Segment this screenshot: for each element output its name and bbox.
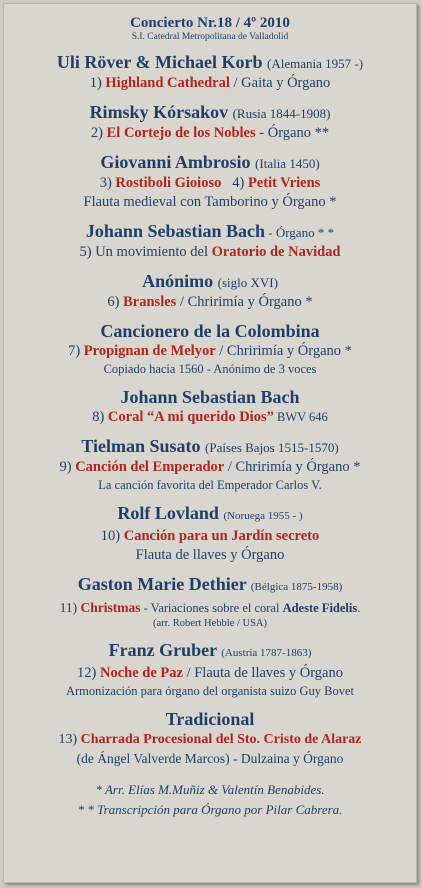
program-card	[3, 3, 417, 883]
item-number: 3)	[99, 174, 112, 191]
program-item-9	[4, 436, 416, 494]
program-item-6	[4, 271, 416, 312]
catalog-number: BWV 646	[273, 409, 328, 424]
concert-venue: S.I. Catedral Metropolitana de Valladolid	[131, 31, 289, 42]
composer-name: Anónimo	[142, 270, 214, 291]
item-note: Copiado hacia 1560 - Anónimo de 3 voces	[103, 361, 317, 376]
program-content	[4, 4, 416, 820]
item-note: Armonización para órgano del organista suizo Guy Bovet	[65, 683, 354, 698]
footnote-2: * * Transcripción para Órgano por Pilar Cabrera.	[77, 801, 343, 817]
piece-title: Rostiboli Gioioso	[115, 174, 222, 191]
instrumentation: / Chririmía y Órgano *	[176, 293, 313, 310]
composer-name: Uli Röver & Michael Korb	[56, 51, 263, 72]
program-item-12	[4, 640, 416, 700]
program-item-8	[4, 387, 416, 427]
piece-title: Canción del Emperador	[75, 458, 225, 475]
instrumentation: (de Ángel Valverde Marcos) - Dulzaina y Órgano	[76, 750, 344, 766]
piece-title: Canción para un Jardín secreto	[123, 527, 320, 544]
item-number: 9)	[59, 458, 72, 475]
piece-title: Coral “A mi querido Dios”	[107, 408, 274, 425]
item-number: 5) Un movimiento del	[79, 243, 208, 260]
piece-title: El Cortejo de los Nobles	[106, 124, 256, 141]
item-number: 2)	[90, 124, 103, 141]
piece-title: Propignan de Melyor	[83, 342, 216, 359]
instrumentation: / Chririmía y Órgano *	[224, 458, 361, 475]
instrumentation: Flauta de llaves y Órgano	[135, 546, 285, 563]
composer-origin: (Austria 1787-1863)	[221, 646, 312, 659]
composer-name: Cancionero de la Colombina	[100, 320, 320, 341]
instrumentation: / Chririmía y Órgano *	[215, 342, 352, 359]
composer-origin: (Rusia 1844-1908)	[232, 105, 331, 121]
chorale-name: Adeste Fidelis	[282, 600, 358, 615]
program-item-2	[4, 102, 416, 143]
piece-title-4: Petit Vriens	[247, 174, 321, 191]
composer-origin: (Italia 1450)	[255, 155, 320, 171]
item-note: La canción favorita del Emperador Carlos V.	[98, 477, 322, 492]
item-number: 13)	[58, 731, 78, 747]
instrumentation: - Órgano **	[255, 124, 330, 141]
composer-origin: (siglo XVI)	[217, 274, 278, 290]
instrumentation: / Flauta de llaves y Órgano	[182, 664, 343, 681]
concert-title: Concierto Nr.18 / 4º 2010	[130, 15, 290, 31]
composer-name: Tielman Susato	[81, 435, 201, 456]
footnotes	[4, 780, 416, 820]
composer-name: Johann Sebastian Bach	[85, 220, 265, 241]
item-number: 10)	[100, 527, 121, 544]
program-item-11	[4, 574, 416, 631]
composer-origin: (Países Bajos 1515-1570)	[205, 439, 339, 455]
instrumentation: Flauta medieval con Tamborino y Órgano *	[83, 193, 337, 210]
header	[4, 4, 416, 43]
piece-title: Bransles	[123, 293, 177, 310]
piece-title: Oratorio de Navidad	[211, 243, 341, 260]
item-number-4: 4)	[232, 174, 245, 191]
punctuation: .	[357, 600, 361, 615]
program-item-5	[4, 221, 416, 262]
instrumentation: / Gaita y Órgano	[229, 74, 331, 91]
composer-origin: (Noruega 1955 - )	[223, 509, 303, 522]
arranger-note: (arr. Robert Hebble / USA)	[152, 617, 267, 629]
program-item-13	[4, 709, 416, 768]
composer-name: Giovanni Ambrosio	[100, 151, 251, 172]
item-number: 11)	[59, 599, 78, 615]
piece-description: - Variaciones sobre el coral	[140, 600, 283, 615]
composer-name: Rolf Lovland	[117, 502, 219, 523]
item-number: 6)	[107, 293, 120, 310]
composer-origin: (Alemania 1957 -)	[267, 55, 364, 71]
composer-origin: (Bélgica 1875-1958)	[250, 580, 343, 593]
footnote-1: * Arr. Elías M.Muñiz & Valentín Benabides.	[95, 781, 325, 797]
composer-name: Rimsky Kórsakov	[89, 101, 229, 122]
piece-title: Highland Cathedral	[105, 74, 230, 91]
instrumentation: - Órgano * *	[264, 224, 335, 240]
item-number: 1)	[89, 74, 102, 91]
piece-title: Noche de Paz	[100, 664, 183, 681]
composer-name: Johann Sebastian Bach	[120, 386, 300, 407]
composer-name: Franz Gruber	[108, 639, 217, 660]
item-number: 8)	[92, 408, 105, 425]
program-item-3	[4, 152, 416, 212]
piece-title: Christmas	[80, 599, 141, 615]
program-item-1	[4, 52, 416, 93]
program-item-7	[4, 321, 416, 378]
composer-name: Gaston Marie Dethier	[77, 573, 247, 594]
program-item-10	[4, 503, 416, 565]
composer-name: Tradicional	[165, 708, 255, 729]
piece-title: Charrada Procesional del Sto. Cristo de Alaraz	[80, 731, 362, 747]
item-number: 7)	[68, 342, 81, 359]
item-number: 12)	[77, 664, 97, 681]
